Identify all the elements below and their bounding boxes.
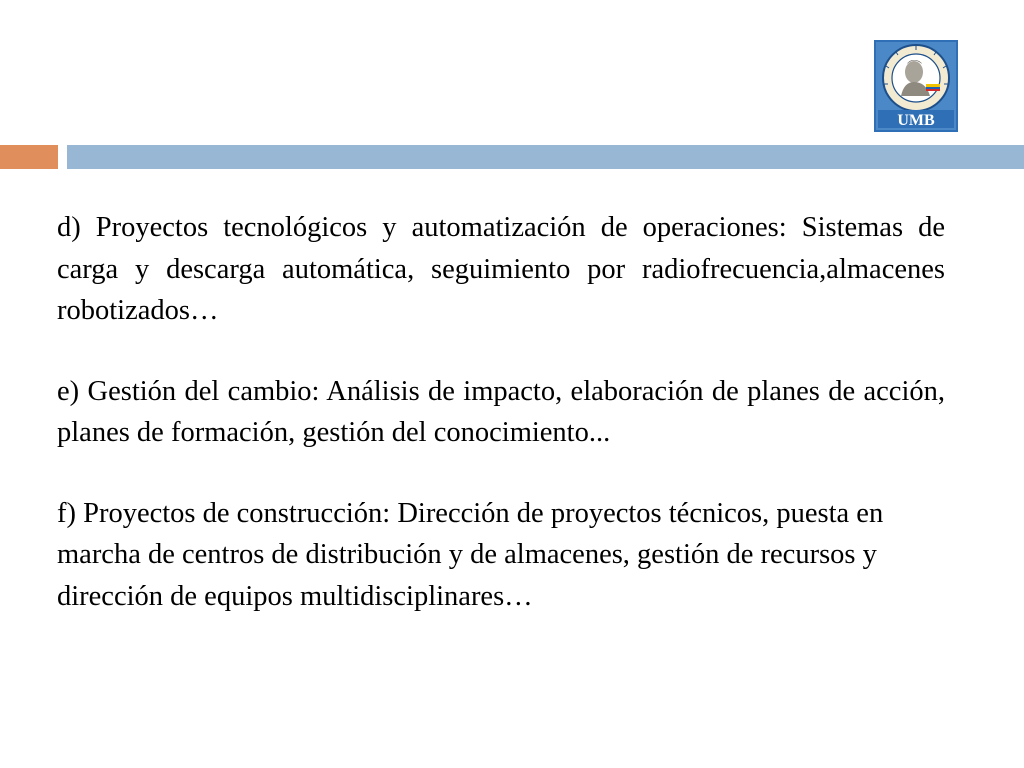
university-logo (874, 40, 958, 132)
accent-bar-orange (0, 145, 58, 169)
paragraph-e: e) Gestión del cambio: Análisis de impacto, elaboración de planes de acción, planes de formación, gestión del conocimiento... (57, 375, 945, 448)
paragraph-f: f) Proyectos de construcción: Dirección de proyectos técnicos, puesta en marcha de centros de distribución y de almacenes, gestión de recursos y dirección de equipos multidisciplinares… (57, 497, 884, 612)
paragraph-d: d) Proyectos tecnológicos y automatización de operaciones: Sistemas de carga y descarga automática, seguimiento por radiofrecuencia,almacenes robotizados… (57, 212, 945, 326)
logo-text: UMB (897, 112, 935, 129)
umb-seal-icon (874, 40, 958, 132)
accent-bar-blue (67, 145, 1024, 169)
slide-body (57, 207, 945, 617)
